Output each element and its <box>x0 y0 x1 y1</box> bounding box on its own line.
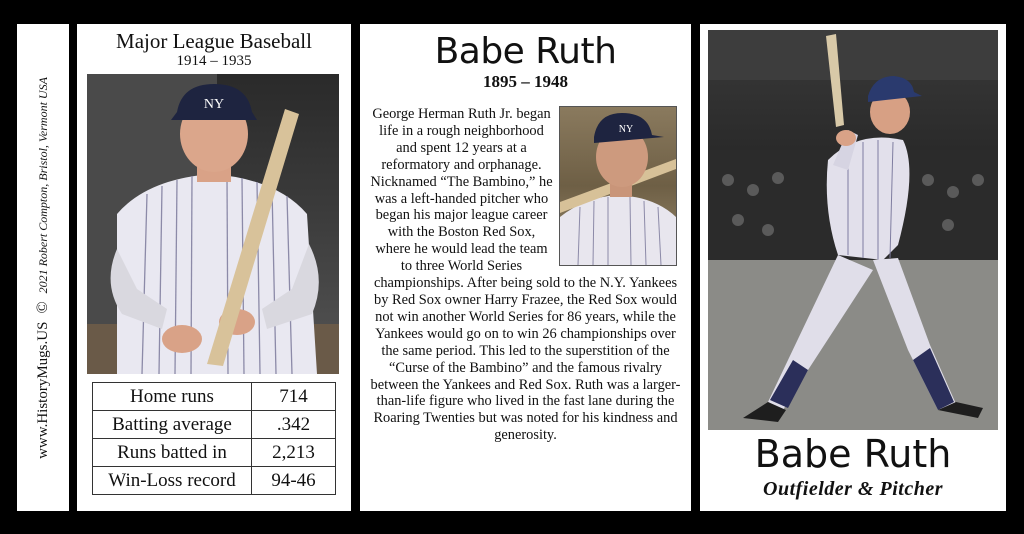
site-name: www.HistoryMugs.US <box>34 321 51 459</box>
credit-line <box>34 77 52 459</box>
stat-label: Win-Loss record <box>93 467 252 495</box>
table-row <box>93 467 336 495</box>
stats-card <box>77 24 351 511</box>
stat-label: Home runs <box>93 383 252 411</box>
table-row <box>93 383 336 411</box>
table-row <box>93 439 336 467</box>
career-years: 1914 – 1935 <box>176 53 252 69</box>
copyright-icon: © <box>34 300 51 314</box>
stat-value: 714 <box>252 383 336 411</box>
stat-value: 2,213 <box>252 439 336 467</box>
credit-strip <box>17 24 69 511</box>
stat-label: Runs batted in <box>93 439 252 467</box>
biography <box>370 106 681 444</box>
credit-text: 2021 Robert Compton, Bristol, Vermont USA <box>35 76 50 293</box>
player-seated-illustration <box>87 74 339 374</box>
action-card <box>700 24 1006 511</box>
player-position: Outfielder & Pitcher <box>763 478 943 500</box>
life-years: 1895 – 1948 <box>483 72 568 91</box>
table-row <box>93 411 336 439</box>
stat-label: Batting average <box>93 411 252 439</box>
player-portrait-photo <box>559 106 677 266</box>
stat-value: .342 <box>252 411 336 439</box>
stats-table <box>92 382 336 495</box>
player-name-heading: Babe Ruth <box>434 31 617 72</box>
svg-text:NY: NY <box>203 97 225 112</box>
player-seated-with-bat-photo <box>87 74 339 374</box>
stat-value: 94-46 <box>252 467 336 495</box>
biography-card <box>360 24 691 511</box>
player-name-caption: Babe Ruth <box>754 432 952 476</box>
league-title: Major League Baseball <box>116 29 312 53</box>
player-swinging-bat-photo <box>708 30 998 430</box>
player-swinging-illustration <box>708 30 998 430</box>
player-portrait-illustration <box>560 107 676 265</box>
biography-text: George Herman Ruth Jr. began life in a rough neighborhood and spent 12 years at a reformatory and orphanage. Nicknamed “The Bambino,” he was a left-handed pitcher who began his major league career with the Boston Red Sox, where he would lead the team to three World Series championships. After being sold to the N.Y. Yankees by Red Sox owner Harry Frazee, the Red Sox would not win another World Series for 86 years, while the Yankees would go on to win 26 championships over the same period. This led to the superstition of the “Curse of the Bambino” and the famous rivalry between the Yankees and Red Sox. Ruth was a larger-than-life figure who lived in the fast lane during the Roaring Twenties but was noted for his kindness and generosity. <box>370 106 681 444</box>
svg-text:NY: NY <box>618 124 634 135</box>
